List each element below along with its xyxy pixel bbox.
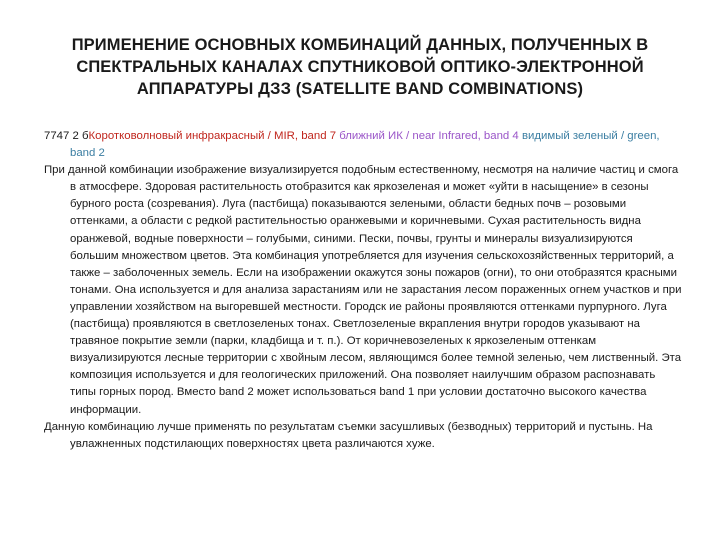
band-mir-label: Коротковолновый инфракрасный / MIR, band 7	[88, 130, 337, 142]
band-green-label: видимый зеленый / green, band 2	[70, 130, 660, 160]
slide-title	[40, 34, 680, 100]
title-line-3: АППАРАТУРЫ ДЗЗ (SATELLITE BAND COMBINATIONS)	[136, 80, 584, 98]
band-nir-label: ближний ИК / near Infrared, band 4	[339, 130, 519, 142]
title-line-2: СПЕКТРАЛЬНЫХ КАНАЛАХ СПУТНИКОВОЙ ОПТИКО-ЭЛЕКТРОННОЙ	[76, 58, 644, 76]
description-paragraph: При данной комбинации изображение визуализируется подобным естественному, несмотря на наличие частиц и смога в атмосфере. Здоровая растительность отобразится как яркозеленая и может «уйти в насыщение» в сезоны бурного роста (созревания). Луга (пастбища) показываются зелеными, области бедных почв – розовыми оттенками, а области с редкой растительностью оранжевыми и коричневыми. Сухая растительность видна оранжевой, водные поверхности – голубыми, синими. Пески, почвы, грунты и минералы визуализируются большим множеством цветов. Эта комбинация употребляется для изучения сельскохозяйственных территорий, а также – заболоченных земель. Если на изображении окажутся зоны пожаров (огни), то они отобразятся красными тонами. Она используется и для анализа зарастаниям или не зарастания лесом пораженных огнем участков и при управлении хозяйством на выгоревшей местности. Городск ие районы проявляются оттенками пурпурного. Луга (пастбища) проявляются в светлозеленых тонах. Светлозеленые вкрапления внутри городов указывают на травяное покрытие земли (парки, кладбища и т. п.). От коричневозеленых к яркозеленым оттенкам визуализируются лесные территории с хвойным лесом, являющимся более темной зеленью, чем лиственный. Эта композиция используется и для геологических приложений. Она позволяет наилучшим образом распознавать типы горных пород. Вместо band 2 может использоваться band 1 при условии достаточно высокого качества информации.	[44, 164, 682, 416]
recommendation-paragraph: Данную комбинацию лучше применять по результатам съемки засушливых (безводных) территорий и пустынь. На увлажненных подстилающих поверхностях цвета различаются хуже.	[44, 420, 653, 450]
slide-content	[44, 128, 684, 453]
title-line-1: ПРИМЕНЕНИЕ ОСНОВНЫХ КОМБИНАЦИЙ ДАННЫХ, ПОЛУЧЕННЫХ В	[71, 36, 649, 54]
band-combination-line	[44, 128, 684, 162]
combination-code: 7747 2 б	[44, 130, 89, 142]
